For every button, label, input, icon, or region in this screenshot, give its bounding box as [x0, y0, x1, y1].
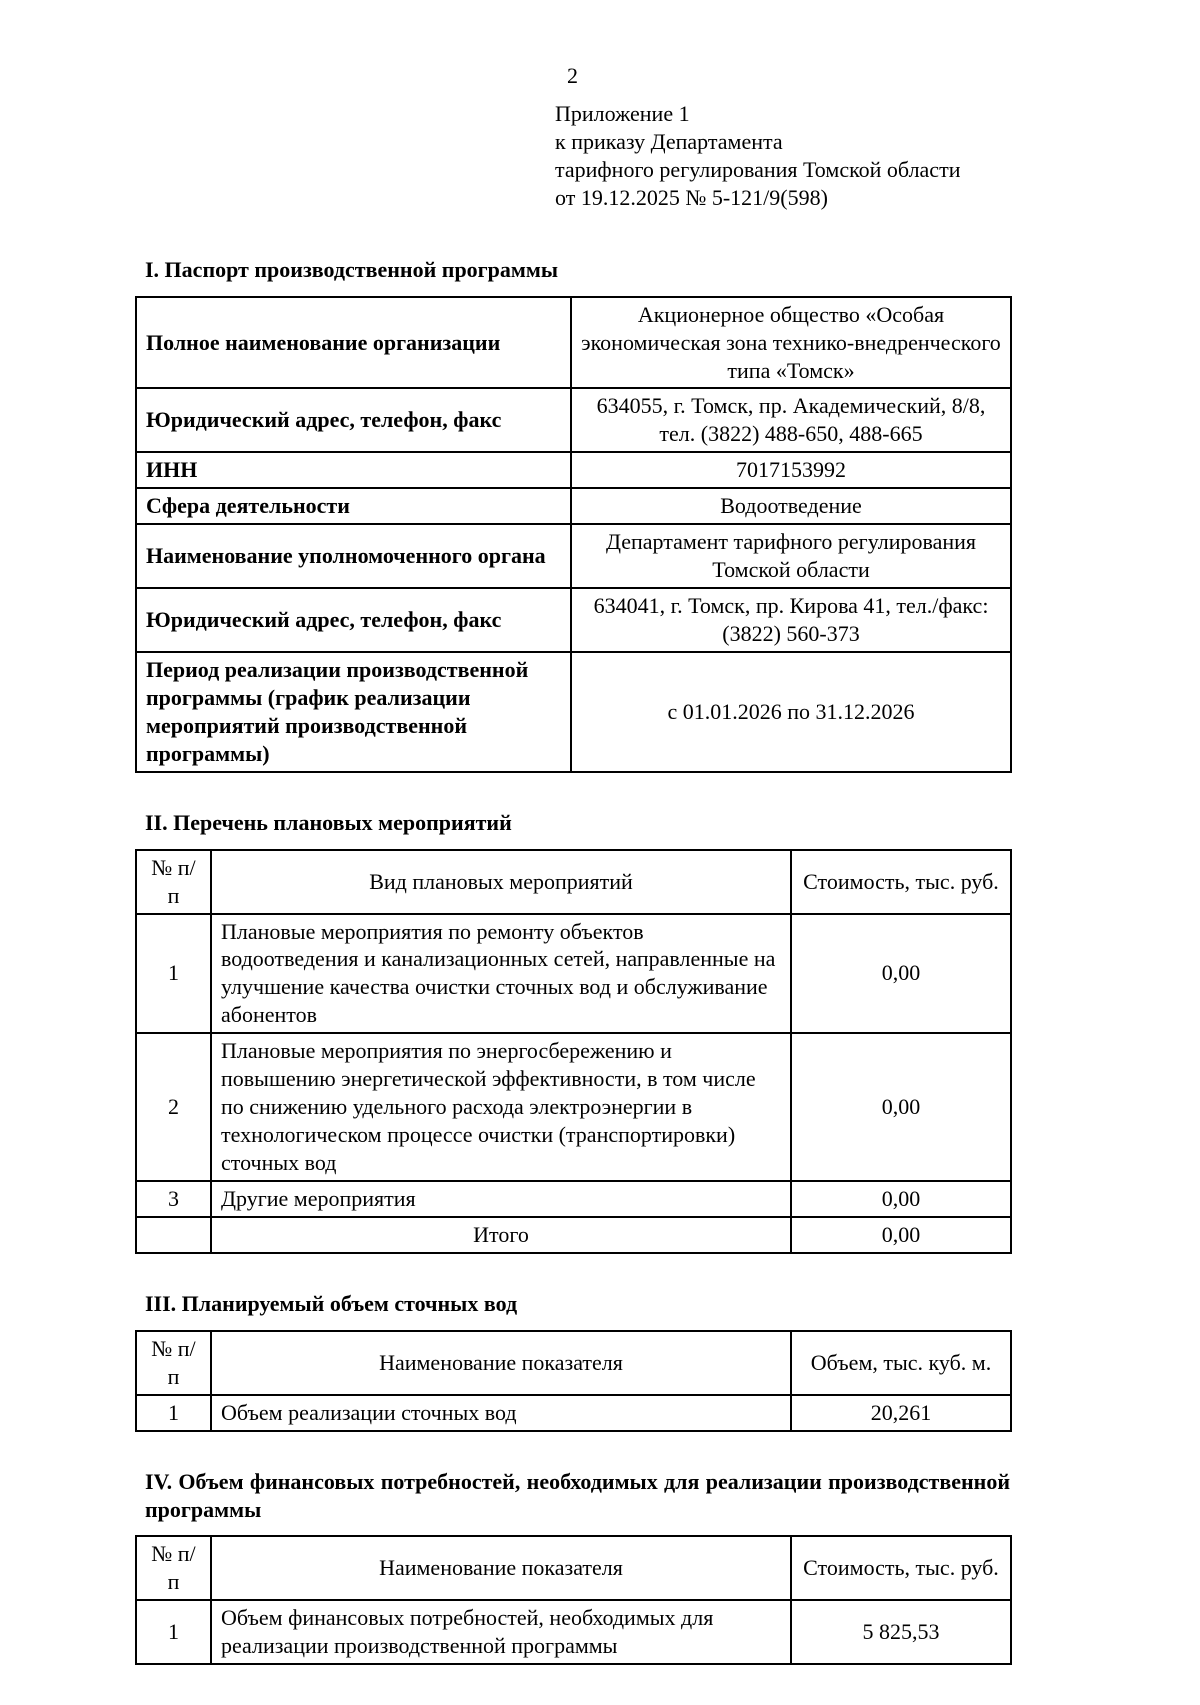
row-value: 634041, г. Томск, пр. Кирова 41, тел./факс: (3822) 560-373: [571, 588, 1011, 652]
row-text: Объем финансовых потребностей, необходимых для реализации производственной программы: [211, 1600, 791, 1664]
table-row: [136, 1181, 1011, 1217]
table-row: [136, 524, 1011, 588]
row-text: Плановые мероприятия по энергосбережению и повышению энергетической эффективности, в том числе по снижению удельного расхода электроэнергии в технологическом процессе очистки (транспортировки) сточных вод: [211, 1033, 791, 1181]
section3-title: III. Планируемый объем сточных вод: [145, 1290, 518, 1316]
row-label: Юридический адрес, телефон, факс: [136, 588, 571, 652]
table-total-row: [136, 1217, 1011, 1253]
row-label: Полное наименование организации: [136, 297, 571, 389]
header-text: Наименование показателя: [211, 1536, 791, 1600]
row-text: Объем реализации сточных вод: [211, 1395, 791, 1431]
row-value: с 01.01.2026 по 31.12.2026: [571, 652, 1011, 772]
row-value: 20,261: [791, 1395, 1011, 1431]
table-row: [136, 297, 1011, 389]
section1-title: I. Паспорт производственной программы: [145, 256, 559, 282]
row-value: Водоотведение: [571, 488, 1011, 524]
row-num: 1: [136, 1395, 211, 1431]
row-label: Юридический адрес, телефон, факс: [136, 388, 571, 452]
header-text: Вид плановых мероприятий: [211, 850, 791, 914]
table-row: [136, 1600, 1011, 1664]
empty-cell: [136, 1217, 211, 1253]
row-label: Период реализации производственной программы (график реализации мероприятий производственной программы): [136, 652, 571, 772]
row-cost: 0,00: [791, 1033, 1011, 1181]
appendix-line-4: от 19.12.2025 № 5-121/9(598): [555, 184, 828, 210]
table-header-row: [136, 850, 1011, 914]
row-num: 1: [136, 1600, 211, 1664]
section4-title: IV. Объем финансовых потребностей, необходимых для реализации производственной программы: [145, 1468, 1010, 1522]
table-row: [136, 488, 1011, 524]
planned-measures-table: [135, 849, 1012, 1254]
header-cost: Стоимость, тыс. руб.: [791, 1536, 1011, 1600]
section2-title: II. Перечень плановых мероприятий: [145, 809, 512, 835]
header-text: Наименование показателя: [211, 1331, 791, 1395]
total-cost: 0,00: [791, 1217, 1011, 1253]
row-num: 1: [136, 914, 211, 1034]
row-value: Акционерное общество «Особая экономическая зона технико-внедренческого типа «Томск»: [571, 297, 1011, 389]
appendix-line-3: тарифного регулирования Томской области: [555, 156, 961, 182]
total-label: Итого: [211, 1217, 791, 1253]
row-cost: 0,00: [791, 914, 1011, 1034]
row-label: Наименование уполномоченного органа: [136, 524, 571, 588]
appendix-header: [555, 100, 1010, 212]
appendix-line-2: к приказу Департамента: [555, 128, 783, 154]
row-label: Сфера деятельности: [136, 488, 571, 524]
row-cost: 5 825,53: [791, 1600, 1011, 1664]
table-row: [136, 1395, 1011, 1431]
financial-needs-table: [135, 1535, 1012, 1665]
table-row: [136, 1033, 1011, 1181]
table-row: [136, 914, 1011, 1034]
header-num: № п/п: [136, 1331, 211, 1395]
table-header-row: [136, 1536, 1011, 1600]
row-text: Плановые мероприятия по ремонту объектов водоотведения и канализационных сетей, направленные на улучшение качества очистки сточных вод и обслуживание абонентов: [211, 914, 791, 1034]
wastewater-volume-table: [135, 1330, 1012, 1432]
appendix-line-1: Приложение 1: [555, 100, 690, 126]
table-row: [136, 388, 1011, 452]
header-value: Объем, тыс. куб. м.: [791, 1331, 1011, 1395]
row-value: 7017153992: [571, 452, 1011, 488]
passport-table: [135, 296, 1012, 773]
table-row: [136, 588, 1011, 652]
header-num: № п/п: [136, 850, 211, 914]
table-row: [136, 452, 1011, 488]
row-value: Департамент тарифного регулирования Томской области: [571, 524, 1011, 588]
row-cost: 0,00: [791, 1181, 1011, 1217]
table-header-row: [136, 1331, 1011, 1395]
row-value: 634055, г. Томск, пр. Академический, 8/8, тел. (3822) 488-650, 488-665: [571, 388, 1011, 452]
row-text: Другие мероприятия: [211, 1181, 791, 1217]
row-num: 3: [136, 1181, 211, 1217]
page-number: 2: [567, 63, 578, 88]
header-cost: Стоимость, тыс. руб.: [791, 850, 1011, 914]
table-row: [136, 652, 1011, 772]
row-num: 2: [136, 1033, 211, 1181]
row-label: ИНН: [136, 452, 571, 488]
header-num: № п/п: [136, 1536, 211, 1600]
